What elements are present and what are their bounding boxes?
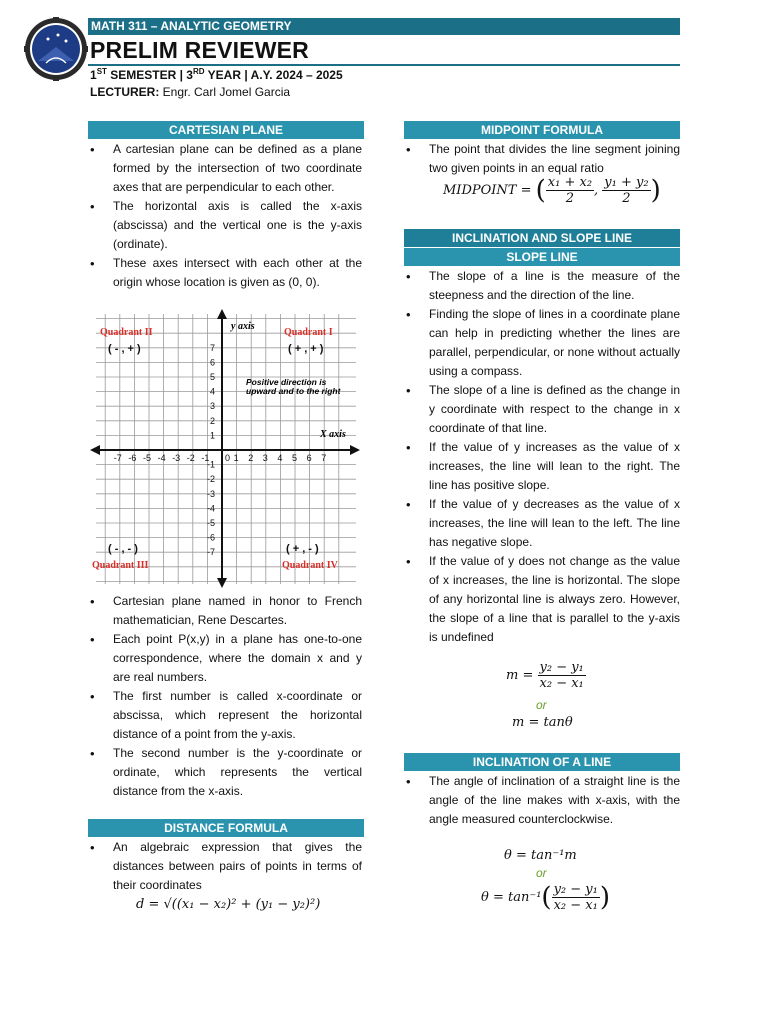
list-item: • The horizontal axis is called the x-axis (abscissa) and the vertical one is the y-axis (ordinate). [88,197,362,254]
header-divider [88,64,680,66]
x-tick-label: 4 [277,453,283,463]
or-text: or [536,866,547,880]
section-heading-midpoint: MIDPOINT FORMULA [404,121,680,139]
university-seal-logo [24,17,88,81]
y-tick-label: 6 [210,357,216,368]
list-item: • The slope of a line is defined as the change in y coordinate with respect to the change in x coordinate of that line. [404,381,680,438]
y-tick-label: -5 [207,518,216,528]
midpoint-den-x: 2 [565,191,575,206]
positive-direction-note-line2: upward and to the right [246,386,341,396]
inclination-formula-1: θ = tan⁻¹m [504,848,577,863]
list-item: • If the value of y increases as the value of x increases, the line will lean to the right. The line has positive slope. [404,438,680,495]
quadrant-4-label: Quadrant IV [282,560,338,571]
list-item: • An algebraic expression that gives the distances between pairs of points in terms of their coordinates [88,838,362,895]
x-tick-label: 1 [233,453,239,463]
subsection-heading-slope: SLOPE LINE [404,248,680,266]
y-tick-label: 5 [210,372,216,382]
midpoint-bullets [404,140,680,178]
list-item: • The second number is the y-coordinate or ordinate, which represents the vertical distance from the x-axis. [88,744,362,801]
distance-formula: d = √((x₁ − x₂)² + (y₁ − y₂)²) [136,897,321,912]
x-tick-label: -7 [113,453,122,463]
list-item: • A cartesian plane can be defined as a plane formed by the intersection of two coordinate axes that are perpendicular to each other. [88,140,362,197]
list-item: • The first number is called x-coordinate or abscissa, which represent the horizontal distance of a point from the y-axis. [88,687,362,744]
inclination-num: y₂ − y₁ [553,882,598,897]
inclination-den: x₂ − x₁ [553,898,598,913]
x-tick-label: 5 [292,453,298,463]
list-item: • Each point P(x,y) in a plane has one-to-one correspondence, where the domain x and y are real numbers. [88,630,362,687]
lecturer-info: LECTURER: Engr. Carl Jomel Garcia [90,85,291,99]
x-tick-label: 6 [306,453,312,463]
inclination-bullets [404,772,680,829]
x-tick-label: -4 [157,453,166,463]
section-heading-distance: DISTANCE FORMULA [88,819,364,837]
quadrant-2-label: Quadrant II [100,327,153,338]
y-tick-label: 2 [210,415,216,426]
list-item: • If the value of y does not change as the value of x increases, the line is horizontal. The slope of any horizontal line is always zero. However, the slope of a line that is parallel to the y-axis is undefined [404,552,680,647]
page-title: PRELIM REVIEWER [90,37,309,63]
semester-info: 1ST SEMESTER | 3RD YEAR | A.Y. 2024 – 2025 [90,67,343,82]
slope-num: y₂ − y₁ [539,660,584,675]
x-axis-label: X axis [320,429,346,440]
y-tick-label: 3 [210,401,216,412]
distance-bullets [88,838,362,895]
or-text: or [536,698,547,712]
y-tick-label: -1 [207,459,216,470]
quadrant-2-sign: ( - , + ) [108,343,141,355]
cartesian-bullets-bottom [88,592,362,801]
cartesian-plane-graph [88,308,362,588]
midpoint-num-x: x₁ + x₂ [547,175,593,190]
x-tick-label: 3 [262,453,268,463]
inclination-lhs: θ = tan⁻¹ [481,890,542,905]
x-tick-label: -1 [201,453,210,463]
slope-formula [506,660,586,691]
section-heading-inclination-slope: INCLINATION AND SLOPE LINE [404,229,680,247]
section-heading-inclination: INCLINATION OF A LINE [404,753,680,771]
midpoint-num-y: y₁ + y₂ [604,175,649,190]
slope-den: x₂ − x₁ [539,676,584,691]
midpoint-lhs: MIDPOINT = [443,183,532,198]
slope-lhs: m = [506,668,534,683]
y-tick-label: -4 [207,503,216,514]
quadrant-4-sign: ( + , - ) [286,543,319,555]
y-tick-label: 7 [210,342,216,353]
quadrant-3-label: Quadrant III [92,560,149,571]
y-tick-label: -2 [207,474,216,485]
x-tick-label: 7 [321,453,327,463]
list-item: • If the value of y decreases as the value of x increases, the line will lean to the left. The line has negative slope. [404,495,680,552]
inclination-formula-2: θ = tan⁻¹( $\frac{\text{y₂ − y₁}}{\text{x₂ − x₁}}$ ) [481,882,610,913]
y-tick-label: 4 [210,386,216,397]
y-tick-label: 1 [210,430,216,441]
x-tick-label: -5 [143,453,152,463]
x-tick-label: 2 [248,453,254,463]
y-axis-label: y axis [231,321,255,332]
slope-tan-formula: m = tanθ [512,715,573,730]
quadrant-3-sign: ( - , - ) [108,543,138,555]
origin-label: 0 [225,453,231,463]
quadrant-1-label: Quadrant I [284,327,333,338]
x-tick-label: -3 [172,453,181,463]
section-heading-cartesian: CARTESIAN PLANE [88,121,364,139]
list-item: • Finding the slope of lines in a coordinate plane can help in predicting whether the lines are parallel, perpendicular, or none without actually using a compass. [404,305,680,381]
cartesian-bullets-top [88,140,362,292]
slope-bullets [404,267,680,647]
list-item: • The slope of a line is the measure of the steepness and the direction of the line. [404,267,680,305]
x-tick-label: -2 [186,453,195,463]
list-item: • The angle of inclination of a straight line is the angle of the line makes with x-axis, with the angle measured counterclockwise. [404,772,680,829]
midpoint-den-y: 2 [622,191,631,206]
positive-direction-note-line1: Positive direction is [246,377,327,387]
list-item: • The point that divides the line segment joining two given points in an equal ratio [404,140,680,178]
x-tick-label: -6 [128,453,137,463]
course-bar: MATH 311 – ANALYTIC GEOMETRY [88,18,680,35]
list-item: • These axes intersect with each other at the origin whose location is given as (0, 0). [88,254,362,292]
y-tick-label: -6 [207,532,216,543]
midpoint-formula: MIDPOINT = ( $\frac{\text{x₁ + x₂}}{2}$ , $\frac{\text{y₁ + y₂}}{2}$ ) [443,175,661,206]
y-tick-label: -3 [207,488,216,499]
quadrant-1-sign: ( + , + ) [288,343,324,355]
list-item: • Cartesian plane named in honor to French mathematician, Rene Descartes. [88,592,362,630]
y-tick-label: -7 [207,547,216,558]
